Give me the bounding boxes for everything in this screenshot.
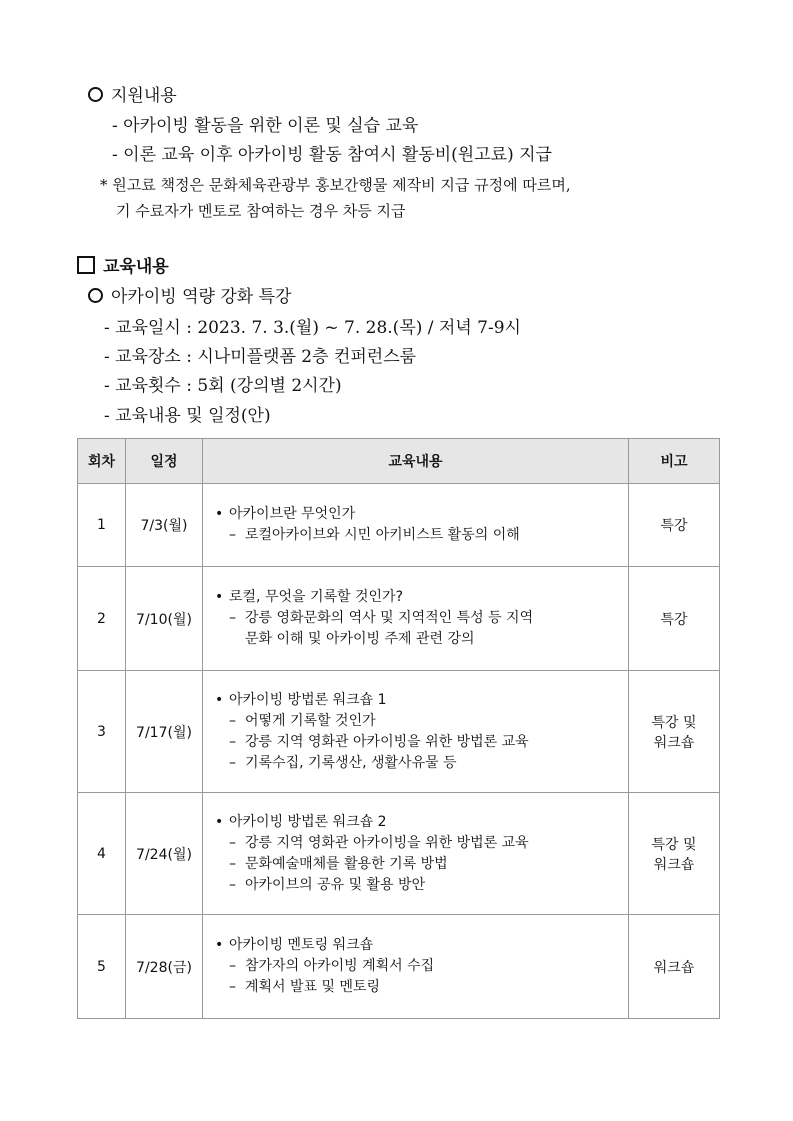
session-note: 워크숍	[629, 915, 720, 1019]
session-sub-item: – 강릉 영화문화의 역사 및 지역적인 특성 등 지역 문화 이해 및 아카이빙 주제 관련 강의	[229, 610, 534, 647]
session-content	[203, 671, 629, 793]
header-session: 회차	[78, 439, 126, 484]
session-content	[203, 567, 629, 671]
session-sub-item: – 참가자의 아카이빙 계획서 수집	[229, 958, 435, 974]
table-header-row	[78, 439, 720, 484]
session-title: • 아카이빙 방법론 워크숍 2	[215, 812, 618, 833]
session-note: 특강	[629, 567, 720, 671]
support-note-line: 기 수료자가 멘토로 참여하는 경우 차등 지급	[116, 202, 406, 220]
education-section-title: 교육내용	[103, 257, 169, 277]
session-date: 7/10(월)	[126, 567, 203, 671]
session-note: 특강	[629, 484, 720, 567]
table-row	[78, 567, 720, 671]
table-row	[78, 915, 720, 1019]
table-row	[78, 484, 720, 567]
session-note: 특강 및 워크숍	[629, 793, 720, 915]
session-sub-item: – 강릉 지역 영화관 아카이빙을 위한 방법론 교육	[229, 733, 529, 750]
session-sub-item: – 어떻게 기록할 것인가	[229, 712, 376, 729]
session-number: 1	[78, 484, 126, 567]
session-content	[203, 484, 629, 567]
education-detail: - 교육일시 : 2023. 7. 3.(월) ~ 7. 28.(목) / 저녁 7-9시	[104, 318, 521, 338]
support-note-line: * 원고료 책정은 문화체육관광부 홍보간행물 제작비 지급 규정에 따르며,	[100, 176, 571, 194]
header-content: 교육내용	[203, 439, 629, 484]
checkbox-square-icon	[77, 256, 95, 274]
support-heading	[88, 84, 177, 108]
table-row	[78, 671, 720, 793]
session-title: • 로컬, 무엇을 기록할 것인가?	[215, 587, 618, 608]
session-date: 7/24(월)	[126, 793, 203, 915]
session-number: 4	[78, 793, 126, 915]
session-sub-item: – 로컬아카이브와 시민 아키비스트 활동의 이해	[229, 527, 520, 543]
education-detail: - 교육횟수 : 5회 (강의별 2시간)	[104, 376, 342, 396]
session-title: • 아카이빙 멘토링 워크숍	[215, 935, 618, 956]
support-item: - 이론 교육 이후 아카이빙 활동 참여시 활동비(원고료) 지급	[112, 145, 552, 165]
circle-bullet-icon	[88, 87, 103, 102]
session-title: • 아카이빙 방법론 워크숍 1	[215, 690, 618, 711]
session-number: 2	[78, 567, 126, 671]
session-date: 7/17(월)	[126, 671, 203, 793]
session-sub-item: – 아카이브의 공유 및 활용 방안	[229, 876, 426, 893]
session-note: 특강 및 워크숍	[629, 671, 720, 793]
support-title: 지원내용	[111, 86, 177, 106]
program-heading	[88, 285, 291, 309]
education-detail: - 교육내용 및 일정(안)	[104, 406, 271, 426]
header-date: 일정	[126, 439, 203, 484]
session-title: • 아카이브란 무엇인가	[215, 504, 618, 525]
session-content	[203, 915, 629, 1019]
session-sub-item: – 계획서 발표 및 멘토링	[229, 979, 381, 995]
table-row	[78, 793, 720, 915]
program-title: 아카이빙 역량 강화 특강	[111, 287, 292, 307]
session-date: 7/3(월)	[126, 484, 203, 567]
schedule-table	[77, 438, 720, 1019]
session-sub-item: – 기록수집, 기록생산, 생활사유물 등	[229, 754, 457, 771]
circle-bullet-icon	[88, 288, 103, 303]
education-detail: - 교육장소 : 시나미플랫폼 2층 컨퍼런스룸	[104, 347, 417, 367]
session-number: 3	[78, 671, 126, 793]
session-sub-item: – 강릉 지역 영화관 아카이빙을 위한 방법론 교육	[229, 834, 529, 851]
support-item: - 아카이빙 활동을 위한 이론 및 실습 교육	[112, 116, 419, 136]
session-content	[203, 793, 629, 915]
session-number: 5	[78, 915, 126, 1019]
session-date: 7/28(금)	[126, 915, 203, 1019]
education-section-heading	[77, 255, 169, 279]
header-note: 비고	[629, 439, 720, 484]
session-sub-item: – 문화예술매체를 활용한 기록 방법	[229, 855, 448, 872]
